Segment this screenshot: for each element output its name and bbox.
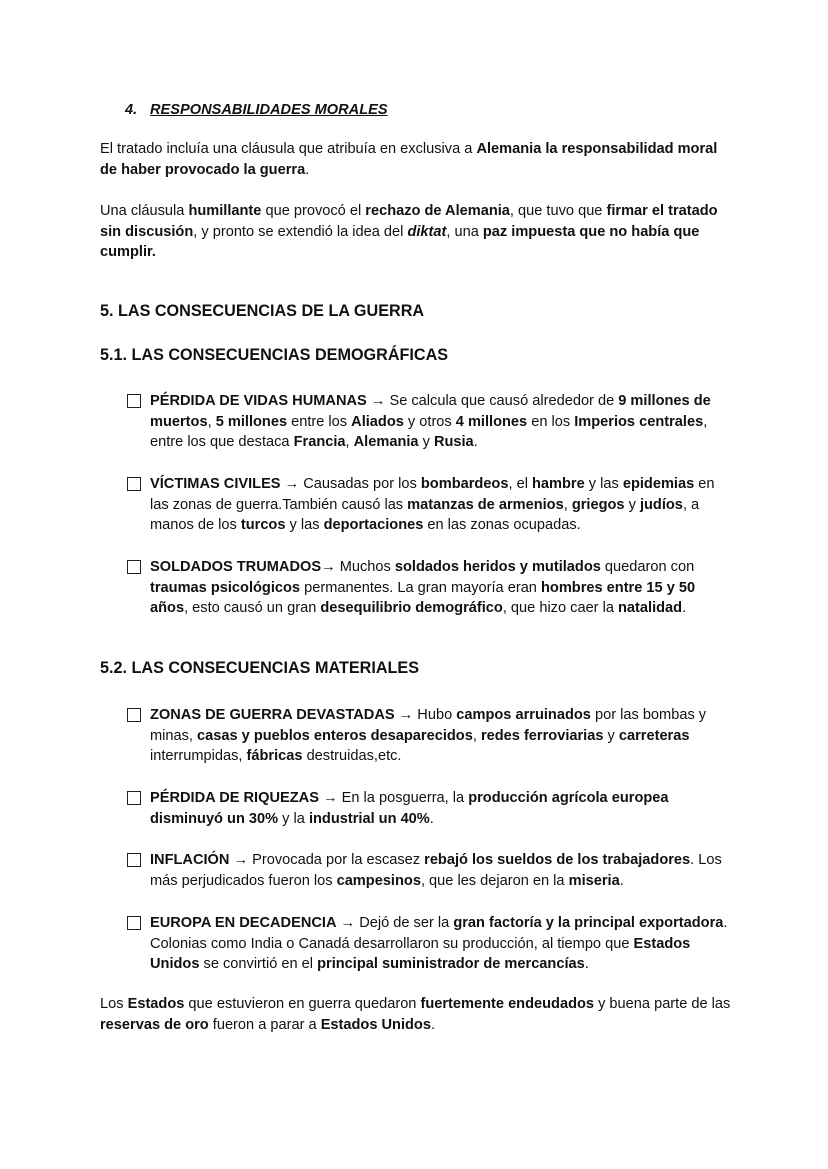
emphasis-text: diktat	[407, 223, 447, 240]
text-run: .	[682, 600, 687, 616]
moral-clause-paragraph	[100, 139, 732, 180]
emphasis-text: miseria	[568, 872, 620, 889]
text-run: fueron a parar a	[208, 1016, 321, 1033]
heading-5-2-material: 5.2. LAS CONSECUENCIAS MATERIALES	[100, 659, 419, 677]
section-4-title: RESPONSABILIDADES MORALES	[150, 102, 388, 118]
item-text	[150, 913, 737, 975]
text-run: , que tuvo que	[509, 203, 607, 219]
emphasis-text: rechazo de Alemania	[365, 203, 510, 219]
text-run: . Los más perjudicados fueron los	[150, 852, 722, 889]
emphasis-text: 4 millones	[455, 413, 528, 430]
emphasis-text: Estados Unidos	[320, 1016, 431, 1033]
text-run: ,	[472, 727, 481, 744]
text-run: destruidas,etc.	[302, 748, 402, 764]
emphasis-text: fuertemente endeudados	[420, 996, 595, 1012]
text-run: , entre los que destaca	[150, 413, 708, 450]
emphasis-text: hambre	[532, 476, 585, 492]
emphasis-text: INFLACIÓN	[150, 852, 230, 868]
item-text	[150, 788, 737, 829]
text-run: y las	[285, 517, 324, 533]
demographic-item-civilian-victims	[127, 474, 737, 536]
emphasis-text: casas y pueblos enteros desaparecidos	[197, 727, 473, 744]
emphasis-text: carreteras	[618, 727, 690, 744]
material-item-devastated-zones	[127, 705, 737, 767]
text-run: El tratado incluía una cláusula que atribuía en exclusiva a	[100, 141, 477, 157]
text-run: en las zonas ocupadas.	[423, 517, 581, 533]
text-run: .	[619, 872, 624, 889]
text-run: → Muchos	[321, 559, 395, 575]
emphasis-text: ZONAS DE GUERRA DEVASTADAS	[150, 707, 395, 723]
text-run: , una	[446, 223, 483, 240]
emphasis-text: Estados Unidos	[150, 935, 691, 972]
section-4-heading	[125, 100, 388, 121]
checkbox-icon[interactable]	[127, 708, 141, 722]
emphasis-text: Estados	[127, 996, 185, 1012]
text-run: se convirtió en el	[199, 956, 318, 972]
text-run: y	[603, 727, 619, 744]
emphasis-text: industrial un 40%	[308, 810, 430, 827]
heading-5-1-demographic: 5.1. LAS CONSECUENCIAS DEMOGRÁFICAS	[100, 346, 449, 364]
checkbox-icon[interactable]	[127, 916, 141, 930]
emphasis-text: traumas psicológicos	[150, 579, 301, 596]
humiliating-clause-paragraph	[100, 201, 732, 263]
emphasis-text: PÉRDIDA DE VIDAS HUMANAS	[150, 393, 367, 409]
emphasis-text: bombardeos	[420, 476, 509, 492]
emphasis-text: PÉRDIDA DE RIQUEZAS	[150, 790, 319, 806]
emphasis-text: judíos	[639, 496, 683, 513]
heading-5-consequences: 5. LAS CONSECUENCIAS DE LA GUERRA	[100, 302, 425, 320]
item-text	[150, 557, 737, 619]
text-run: → Se calcula que causó alrededor de	[366, 393, 619, 409]
text-run: .	[305, 161, 310, 178]
text-run: → En la posguerra, la	[318, 790, 469, 806]
emphasis-text: producción agrícola europea disminuyó un 30%	[150, 790, 669, 827]
text-run: , que les dejaron en la	[420, 872, 569, 889]
text-run: y otros	[403, 413, 456, 430]
emphasis-text: Alemania la responsabilidad moral de haber provocado la guerra	[100, 141, 718, 178]
text-run: quedaron con	[600, 559, 695, 575]
material-item-inflation	[127, 850, 737, 891]
emphasis-text: matanzas de armenios	[407, 496, 564, 513]
emphasis-text: soldados heridos y mutilados	[394, 559, 601, 575]
emphasis-text: desequilibrio demográfico	[320, 600, 503, 616]
emphasis-text: Aliados	[351, 413, 404, 430]
text-run: , esto causó un gran	[184, 600, 321, 616]
material-item-wealth-loss	[127, 788, 737, 829]
checkbox-icon[interactable]	[127, 477, 141, 491]
text-run: , y pronto se extendió la idea del	[193, 223, 408, 240]
emphasis-text: gran factoría y la principal exportadora	[453, 915, 724, 931]
text-run: y la	[278, 810, 309, 827]
demographic-item-lives-lost	[127, 391, 737, 453]
item-text	[150, 474, 737, 536]
text-run: y	[624, 496, 640, 513]
text-run: . Colonias como India o Canadá desarrollaron su producción, al tiempo que	[150, 915, 728, 952]
emphasis-text: Rusia	[433, 434, 474, 450]
demographic-item-traumatized-soldiers	[127, 557, 737, 619]
text-run: .	[430, 1016, 436, 1033]
text-run: → Causadas por los	[280, 476, 421, 492]
text-run: y buena parte de las	[594, 996, 731, 1012]
text-run: ,	[563, 496, 572, 513]
emphasis-text: campos arruinados	[456, 707, 591, 723]
text-run: , a manos de los	[150, 496, 700, 533]
emphasis-text: reservas de oro	[100, 1016, 209, 1033]
emphasis-text: redes ferroviarias	[480, 727, 604, 744]
emphasis-text: griegos	[571, 496, 625, 513]
emphasis-text: SOLDADOS TRUMADOS	[150, 559, 322, 575]
emphasis-text: natalidad	[618, 600, 683, 616]
text-run: en las zonas de guerra.También causó las	[150, 476, 715, 513]
emphasis-text: Imperios centrales	[574, 413, 704, 430]
item-text	[150, 391, 737, 453]
text-run: → Hubo	[394, 707, 457, 723]
emphasis-text: Francia	[293, 434, 346, 450]
checkbox-icon[interactable]	[127, 853, 141, 867]
emphasis-text: deportaciones	[323, 517, 424, 533]
text-run: en los	[527, 413, 575, 430]
text-run: interrumpidas,	[150, 748, 247, 764]
text-run: → Provocada por la escasez	[229, 852, 425, 868]
emphasis-text: campesinos	[336, 872, 421, 889]
closing-paragraph	[100, 994, 732, 1035]
checkbox-icon[interactable]	[127, 560, 141, 574]
text-run: Los	[100, 996, 128, 1012]
emphasis-text: 9 millones de muertos	[150, 393, 711, 430]
checkbox-icon[interactable]	[127, 791, 141, 805]
emphasis-text: rebajó los sueldos de los trabajadores	[424, 852, 691, 868]
text-run: → Dejó de ser la	[336, 915, 454, 931]
checkbox-icon[interactable]	[127, 394, 141, 408]
text-run: y	[418, 434, 434, 450]
emphasis-text: VÍCTIMAS CIVILES	[150, 476, 281, 492]
section-4-number: 4.	[125, 102, 138, 118]
item-text	[150, 705, 737, 767]
item-text	[150, 850, 737, 891]
text-run: entre los	[287, 413, 352, 430]
emphasis-text: principal suministrador de mercancías	[317, 956, 585, 972]
text-run: Una cláusula	[100, 203, 189, 219]
emphasis-text: turcos	[240, 517, 286, 533]
text-run: y las	[584, 476, 623, 492]
text-run: , que hizo caer la	[502, 600, 619, 616]
emphasis-text: hombres entre 15 y 50 años	[150, 579, 696, 616]
emphasis-text: fábricas	[246, 748, 303, 764]
text-run: ,	[207, 413, 216, 430]
emphasis-text: epidemias	[622, 476, 695, 492]
text-run: que provocó el	[261, 203, 366, 219]
emphasis-text: firmar el tratado sin discusión	[100, 203, 718, 240]
text-run: .	[473, 434, 478, 450]
emphasis-text: 5 millones	[215, 413, 288, 430]
text-run: .	[584, 956, 589, 972]
text-run: por las bombas y minas,	[150, 707, 707, 744]
text-run: ,	[345, 434, 354, 450]
text-run: que estuvieron en guerra quedaron	[184, 996, 421, 1012]
emphasis-text: Alemania	[353, 434, 419, 450]
text-run: , el	[508, 476, 532, 492]
text-run: permanentes. La gran mayoría eran	[300, 579, 541, 596]
emphasis-text: EUROPA EN DECADENCIA	[150, 915, 337, 931]
text-run: .	[429, 810, 434, 827]
material-item-europe-decline	[127, 913, 737, 975]
emphasis-text: humillante	[188, 203, 262, 219]
emphasis-text: paz impuesta que no había que cumplir.	[100, 223, 700, 260]
